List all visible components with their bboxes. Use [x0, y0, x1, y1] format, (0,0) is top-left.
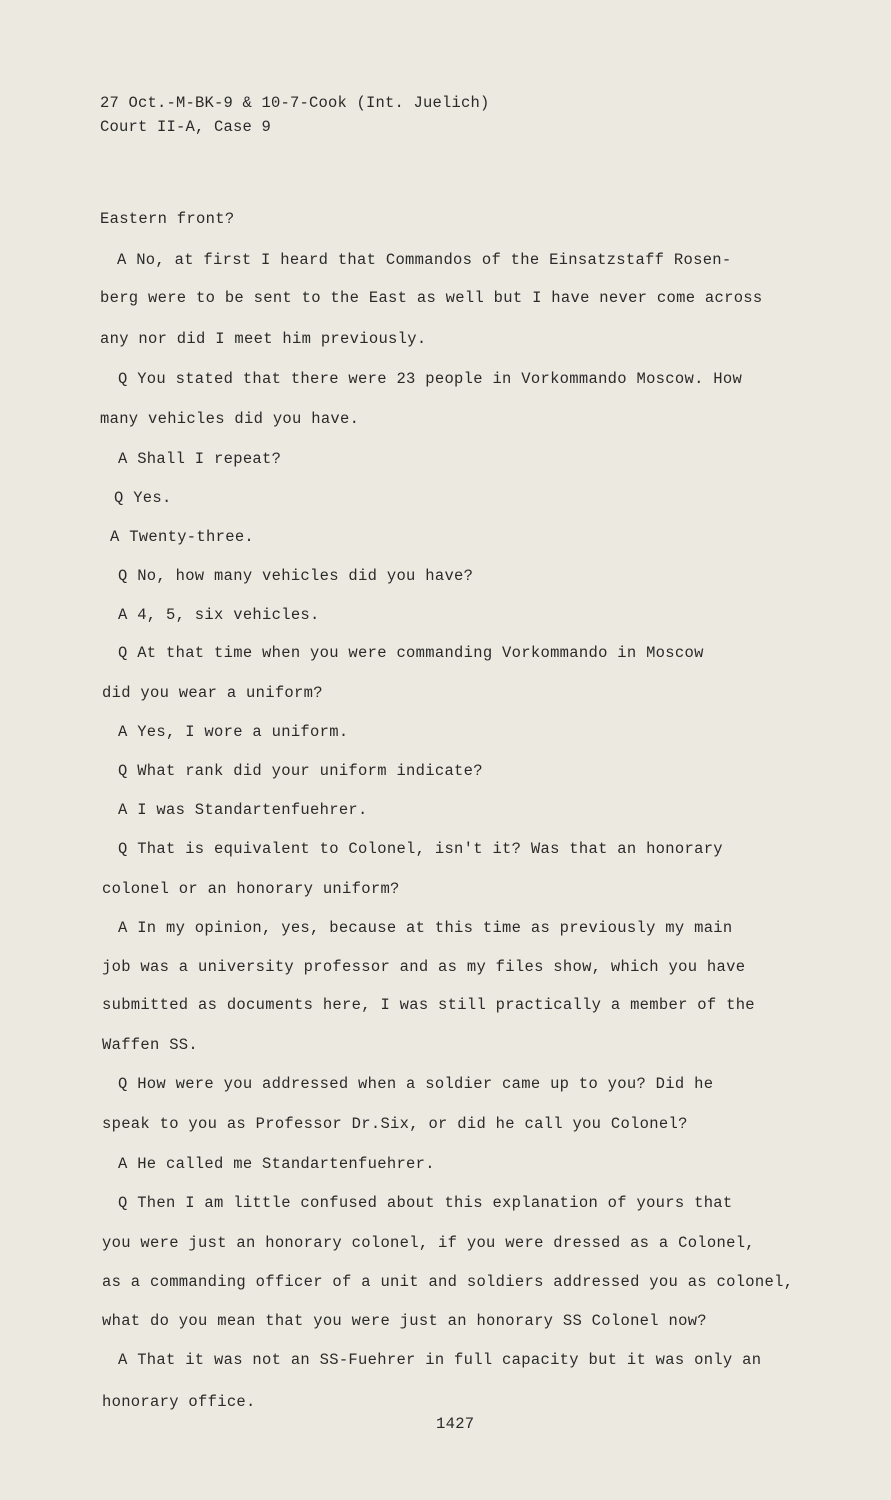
text-line: A 4, 5, six vehicles. [118, 606, 320, 624]
text-line: job was a university professor and as my files show, which you have [102, 958, 746, 976]
text-line: Q You stated that there were 23 people in Vorkommando Moscow. How [118, 370, 743, 388]
text-line: Q Then I am little confused about this explanation of yours that [118, 1194, 733, 1212]
text-line: Q Yes. [114, 489, 172, 507]
text-line: berg were to be sent to the East as well but I have never come across [100, 289, 763, 307]
text-line: Q What rank did your uniform indicate? [118, 762, 483, 780]
document-header [100, 91, 490, 139]
text-line: did you wear a uniform? [102, 684, 323, 702]
text-line: Q How were you addressed when a soldier came up to you? Did he [118, 1075, 714, 1093]
text-line: Q That is equivalent to Colonel, isn't it? Was that an honorary [118, 840, 723, 858]
page-number: 1427 [436, 1415, 475, 1433]
header-line-2: Court II-A, Case 9 [100, 118, 272, 136]
text-line: A Twenty-three. [110, 528, 255, 546]
header-line-1: 27 Oct.-M-BK-9 & 10-7-Cook (Int. Juelich) [100, 94, 490, 112]
text-line: as a commanding officer of a unit and soldiers addressed you as colonel, [102, 1273, 794, 1291]
text-line: Q No, how many vehicles did you have? [118, 567, 474, 585]
text-line: A No, at first I heard that Commandos of the Einsatzstaff Rosen- [117, 251, 732, 269]
text-line: any nor did I meet him previously. [100, 330, 427, 348]
text-line: A That it was not an SS-Fuehrer in full capacity but it was only an [118, 1351, 762, 1369]
text-line: Waffen SS. [102, 1036, 199, 1054]
text-line: Q At that time when you were commanding Vorkommando in Moscow [118, 644, 704, 662]
text-line: many vehicles did you have. [100, 410, 360, 428]
text-line: honorary office. [102, 1393, 256, 1411]
text-line: A I was Standartenfuehrer. [118, 801, 368, 819]
text-line: colonel or an honorary uniform? [102, 880, 400, 898]
text-line: speak to you as Professor Dr.Six, or did he call you Colonel? [102, 1115, 688, 1133]
text-line: Eastern front? [100, 210, 235, 228]
text-line: you were just an honorary colonel, if you were dressed as a Colonel, [102, 1234, 755, 1252]
text-line: A He called me Standartenfuehrer. [118, 1155, 435, 1173]
text-line: A Shall I repeat? [118, 450, 282, 468]
text-line: submitted as documents here, I was still practically a member of the [102, 996, 755, 1014]
text-line: A In my opinion, yes, because at this time as previously my main [118, 919, 733, 937]
text-line: A Yes, I wore a uniform. [118, 723, 349, 741]
text-line: what do you mean that you were just an honorary SS Colonel now? [102, 1312, 707, 1330]
